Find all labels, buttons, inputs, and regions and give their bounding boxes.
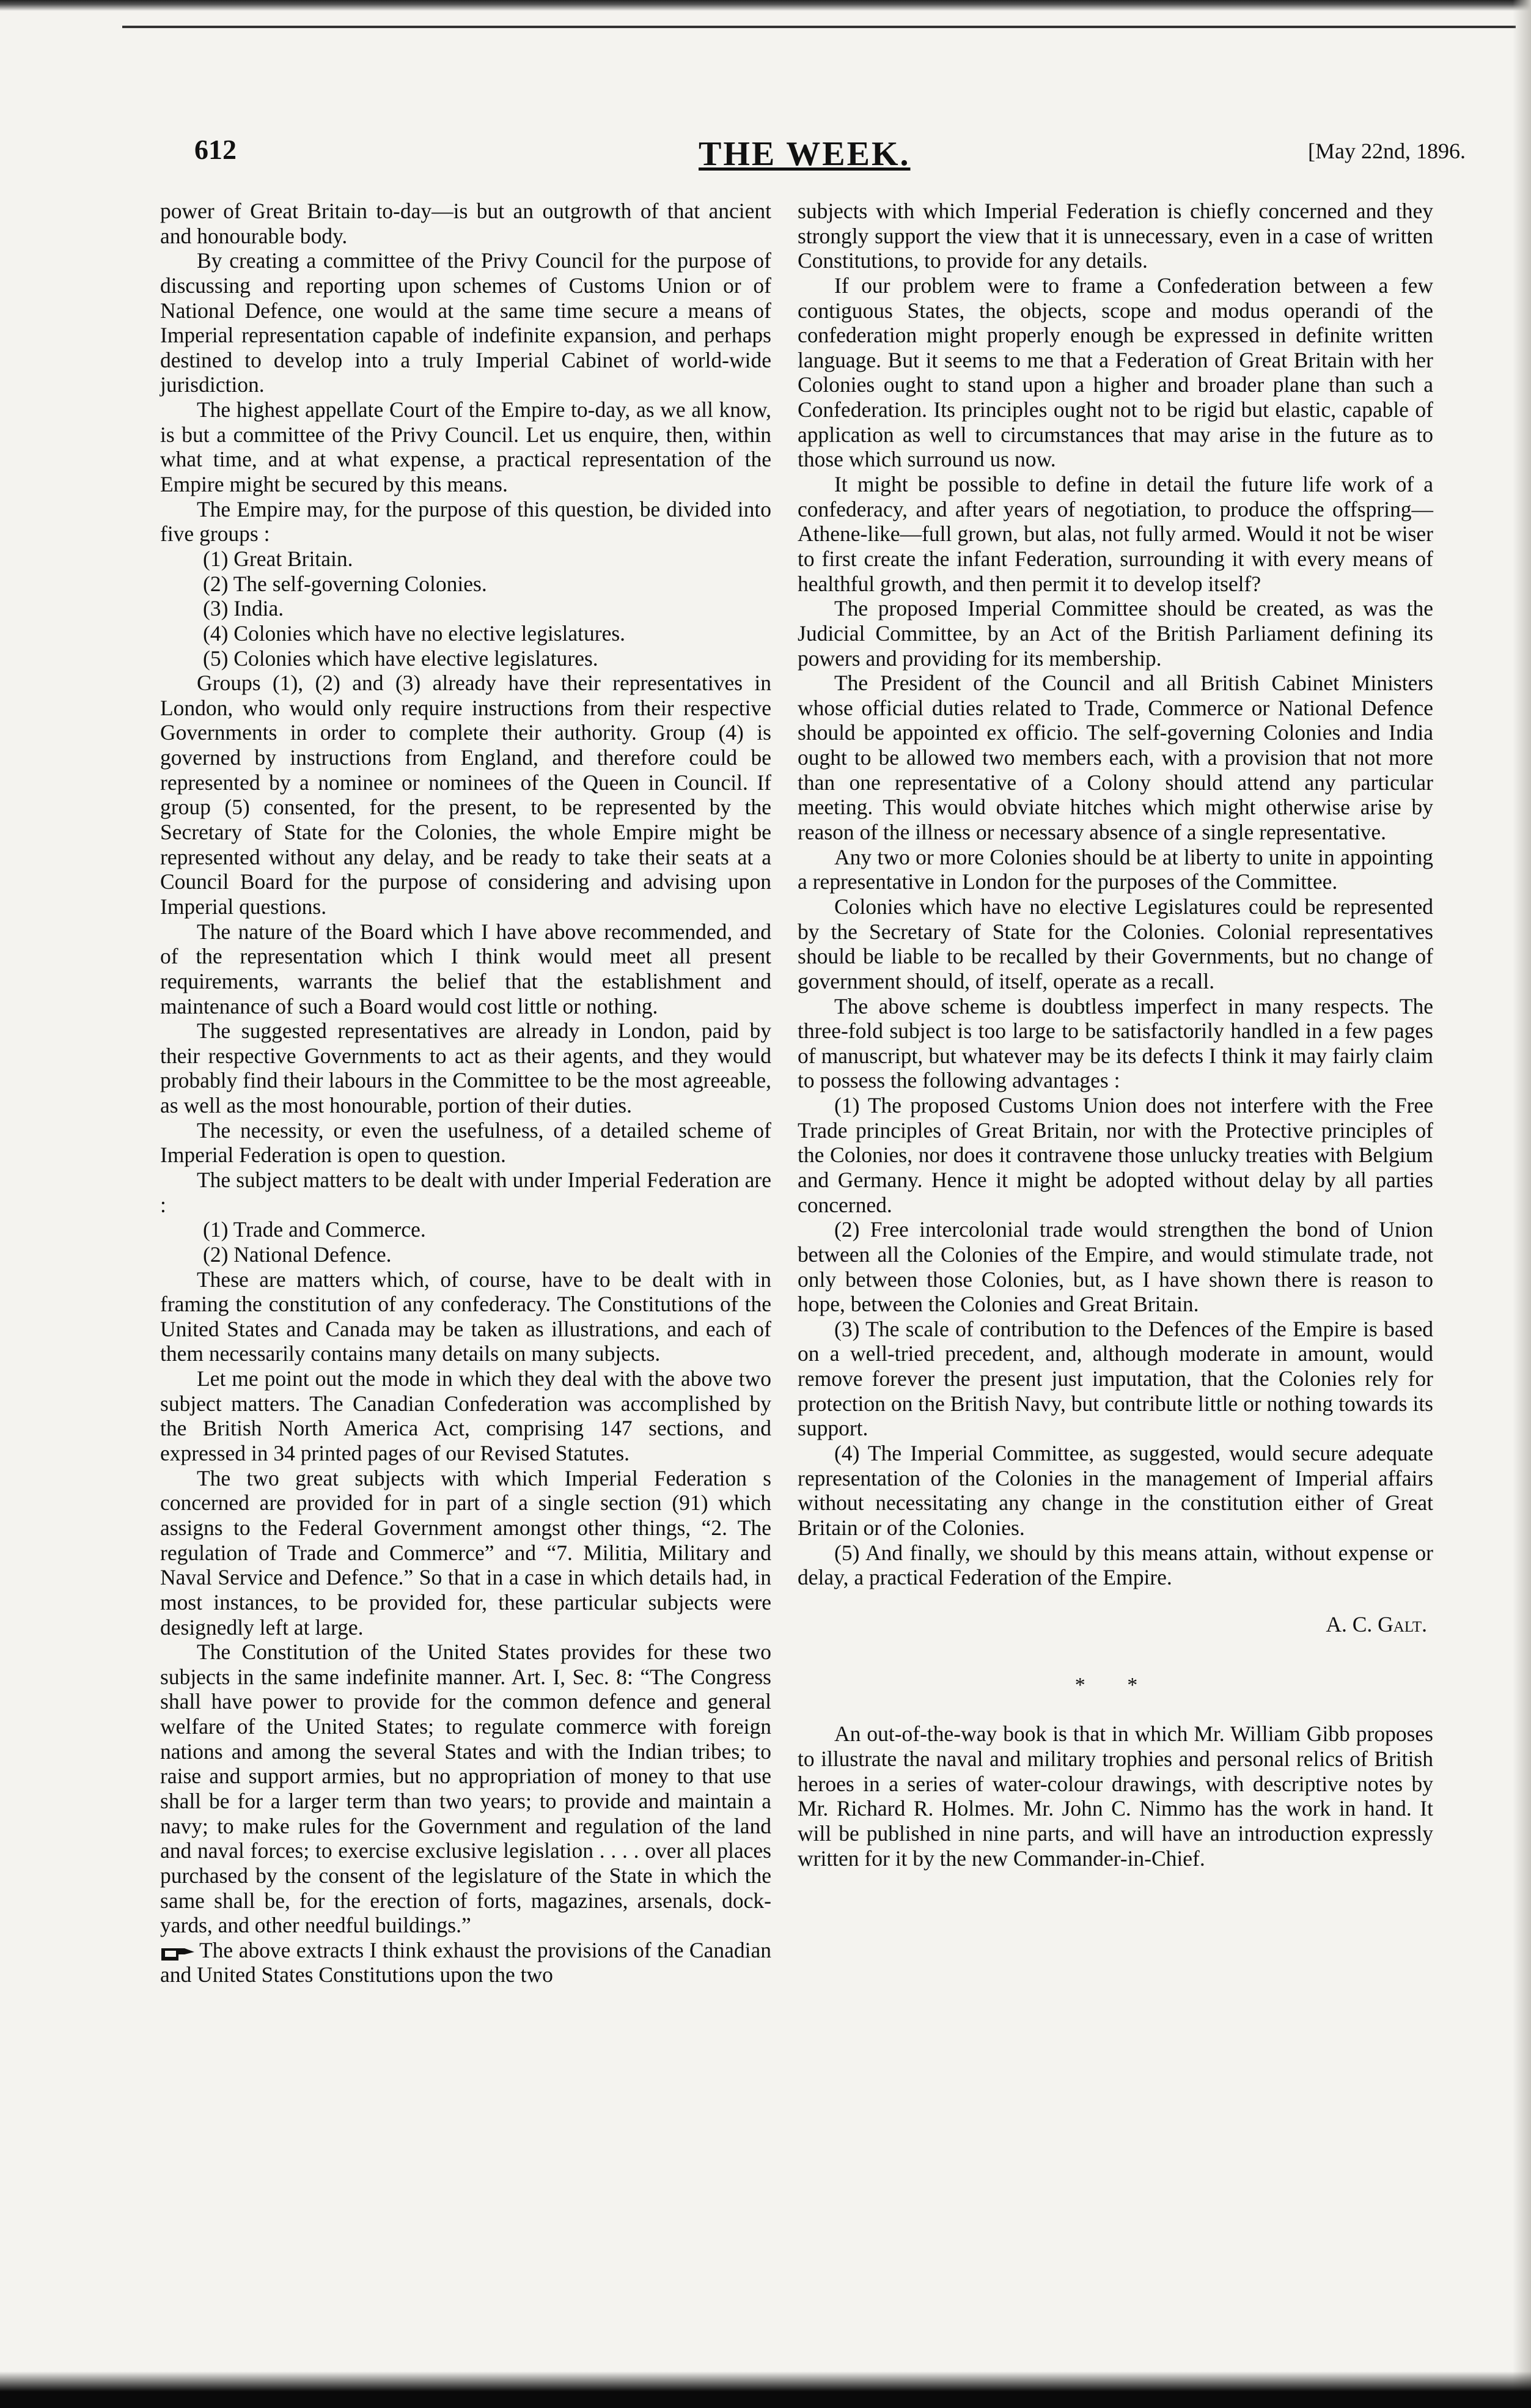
paragraph: (3) The scale of contribution to the Defences of the Empire is based on a well-tried precedent, and, although moderate in amount, would remove forever the present just imputation, that the Colonies rely for protection on the British Navy, but contribute little or nothing towards its support. [798,1316,1433,1441]
paragraph: It might be possible to define in detail the future life work of a confederacy, and after years of negotiation, to produce the offspring—Athene-like—full grown, but alas, not fully armed. Would it not be wiser to first create the infant Federation, surrounding it with every means of healthful growth, and then permit it to develop itself? [798,472,1433,596]
page-bottom-edge [0,2371,1531,2408]
paragraph: The two great subjects with which Imperial Federation s concerned are provided for in part of a single section (91) which assigns to the Federal Government amongst other things, “2. The regulation of Trade and Commerce” and “7. Militia, Military and Naval Service and Defence.” So that in a case in which details had, in most instances, to be provided for, these particular subjects were designedly left at large. [160,1465,771,1640]
list-item: (1) Trade and Commerce. [203,1217,426,1242]
page-header [194,133,1466,176]
issue-date: [May 22nd, 1896. [1308,139,1466,163]
paragraph: Colonies which have no elective Legislatures could be represented by the Secretary of State for the Colonies. Colonial representatives should be liable to be recalled by their Governments, but no change of government should, of itself, operate as a recall. [798,894,1433,993]
paragraph-text: The above extracts I think exhaust the provisions of the Canadian and United States Constitutions upon the two [160,1937,771,1987]
header-top-rule [122,26,1516,28]
paragraph: The Constitution of the United States provides for these two subjects in the same indefinite manner. Art. I, Sec. 8: “The Congress shall have power to provide for the common defence and general welfare of the United States; to regulate commerce with foreign nations and among the several States and with the Indian tribes; to raise and support armies, but no appropriation of money to that use shall be for a larger term than two years; to provide and maintain a navy; to make rules for the Government and regulation of the land and naval forces; to exercise exclusive legislation . . . . over all places purchased by the consent of the legislature of the State in which the same shall be, for the erection of forts, magazines, arsenals, dock-yards, and other needful buildings.” [160,1640,771,1938]
paragraph: Any two or more Colonies should be at liberty to unite in appointing a representative in London for the purposes of the Committee. [798,844,1433,894]
paragraph: The above scheme is doubtless imperfect in many respects. The three-fold subject is too large to be satisfactorily handled in a few pages of manuscript, but whatever may be its defects I think it may fairly claim to possess the following advantages : [798,993,1433,1093]
list-item: (1) Great Britain. [203,546,353,571]
paragraph: If our problem were to frame a Confederation between a few contiguous States, the objects, scope and modus operandi of the confederation might properly enough be expressed in definite written language. But it seems to me that a Federation of Great Britain with her Colonies ought to stand upon a higher and broader plane than such a Confederation. Its principles ought not to be rigid but elastic, capable of application as well to circumstances that may arise in the future as to those which surround us now. [798,273,1433,472]
list-item: (5) Colonies which have elective legislatures. [203,646,598,671]
paragraph: The necessity, or even the usefulness, of a detailed scheme of Imperial Federation is open to question. [160,1117,771,1168]
right-column [798,199,1433,1871]
page-number: 612 [194,134,237,165]
section-separator-stars: * * [1074,1673,1156,1696]
paragraph: subjects with which Imperial Federation is chiefly concerned and they strongly support the view that it is unnecessary, even in a case of written Constitutions, to provide for any details. [798,199,1433,273]
paragraph: The highest appellate Court of the Empire to-day, as we all know, is but a committee of the Privy Council. Let us enquire, then, within what time, and at what expense, a practical representation of the Empire might be secured by this means. [160,397,771,497]
paragraph: (5) And finally, we should by this means attain, without expense or delay, a practical Federation of the Empire. [798,1540,1433,1590]
paragraph: The subject matters to be dealt with under Imperial Federation are : [160,1167,771,1217]
paragraph: (1) The proposed Customs Union does not interfere with the Free Trade principles of Great Britain, nor with the Protective principles of the Colonies, nor does it contravene those unlucky treaties with Belgium and Germany. Hence it might be adopted without delay by all parties concerned. [798,1093,1433,1217]
paragraph: The proposed Imperial Committee should be created, as was the Judicial Committee, by an Act of the British Parliament defining its powers and providing for its membership. [798,596,1433,671]
publication-title: THE WEEK. [699,135,911,173]
list-item: (4) Colonies which have no elective legislatures. [203,620,626,646]
enumerated-list [160,547,771,671]
enumerated-list [160,1217,771,1267]
list-item: (2) National Defence. [203,1242,392,1267]
paragraph: power of Great Britain to-day—is but an outgrowth of that ancient and honourable body. [160,199,771,248]
page-right-edge [1513,0,1531,2408]
page-top-edge [0,0,1531,11]
list-item: (2) The self-governing Colonies. [203,571,487,596]
paragraph: (2) Free intercolonial trade would strengthen the bond of Union between all the Colonies of the Empire, and would stimulate trade, not only between those Colonies, but, as I have shown there is reason to hope, between the Colonies and Great Britain. [798,1217,1433,1317]
paragraph: The Empire may, for the purpose of this question, be divided into five groups : [160,496,771,547]
paragraph: These are matters which, of course, have to be dealt with in framing the constitution of any confederacy. The Constitutions of the United States and Canada may be taken as illustrations, and each of them necessarily contains many details on many subjects. [160,1267,771,1366]
paragraph: By creating a committee of the Privy Council for the purpose of discussing and reporting upon schemes of Customs Union or of National Defence, one would at the same time secure a means of Imperial representation capable of indefinite expansion, and perhaps destined to develop into a truly Imperial Cabinet of world-wide jurisdiction. [160,248,771,397]
paragraph [160,1938,771,1987]
author-signature: A. C. Galt. [1326,1611,1427,1637]
paragraph: The suggested representatives are already in London, paid by their respective Governments to act as their agents, and they would probably find their labours in the Committee to be the most agreeable, as well as the most honourable, portion of their duties. [160,1018,771,1118]
paragraph: Groups (1), (2) and (3) already have their representatives in London, who would only require instructions from their respective Governments in order to complete their authority. Group (4) is governed by instructions from England, and therefore could be represented by a nominee or nominees of the Queen in Council. If group (5) consented, for the present, to be represented by the Secretary of State for the Colonies, the whole Empire might be represented without any delay, and be ready to take their seats at a Council Board for the purpose of considering and advising upon Imperial questions. [160,671,771,919]
paragraph: (4) The Imperial Committee, as suggested, would secure adequate representation of the Colonies in the management of Imperial affairs without necessitating any change in the constitution either of Great Britain or of the Colonies. [798,1441,1433,1540]
paragraph: The President of the Council and all British Cabinet Ministers whose official duties related to Trade, Commerce or National Defence should be appointed ex officio. The self-governing Colonies and India ought to be allowed two members each, with a provision that not more than one representative of a Colony should attend any particular meeting. This would obviate hitches which might otherwise arise by reason of the illness or necessary absence of a single representative. [798,671,1433,845]
pointing-hand-icon [160,1943,196,1962]
list-item: (3) India. [203,596,284,621]
left-column [160,199,771,1987]
paragraph: An out-of-the-way book is that in which Mr. William Gibb proposes to illustrate the naval and military trophies and personal relics of British heroes in a series of water-colour drawings, with descriptive notes by Mr. Richard R. Holmes. Mr. John C. Nimmo has the work in hand. It will be published in nine parts, and will have an introduction expressly written for it by the new Commander-in-Chief. [798,1721,1433,1871]
paragraph: Let me point out the mode in which they deal with the above two subject matters. The Canadian Confederation was accomplished by the British North America Act, comprising 147 sections, and expressed in 34 printed pages of our Revised Statutes. [160,1366,771,1466]
paragraph: The nature of the Board which I have above recommended, and of the representation which I think would meet all present requirements, warrants the belief that the establishment and maintenance of such a Board would cost little or nothing. [160,919,771,1018]
